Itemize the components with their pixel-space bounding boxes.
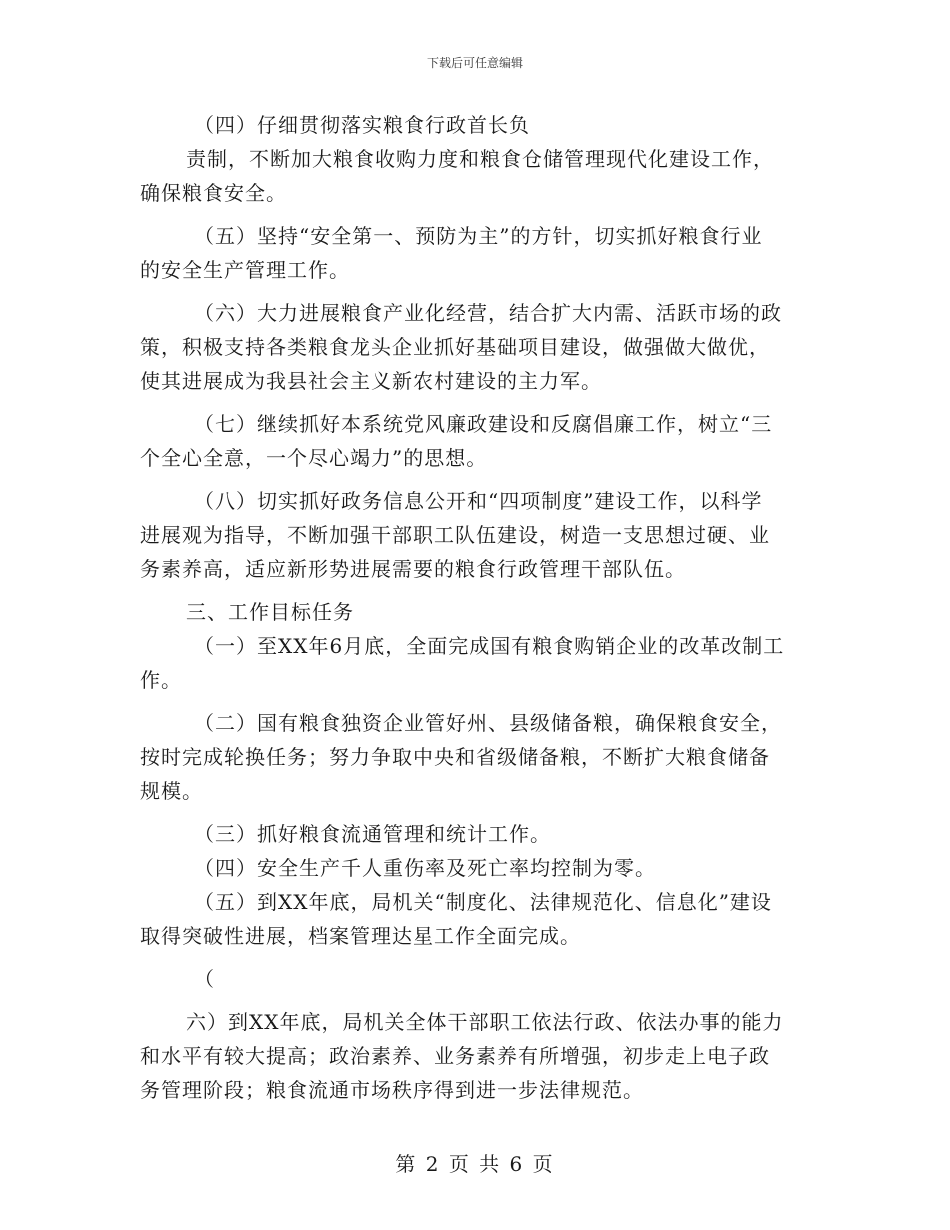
- text-line: （二）国有粮食独资企业管好州、县级储备粮，确保粮食安全，: [194, 711, 782, 735]
- text-line: 务素养高，适应新形势进展需要的粮食行政管理干部队伍。: [140, 557, 686, 581]
- paragraph-gap: [140, 808, 810, 817]
- text-line: （五）到XX年底，局机关“制度化、法律规范化、信息化”建设: [194, 890, 772, 914]
- text-line: 取得突破性进展，档案管理达星工作全面完成。: [140, 924, 581, 948]
- text-line: 的安全生产管理工作。: [140, 258, 350, 282]
- text-line: （八）切实抓好政务信息公开和“四项制度”建设工作，以科学: [194, 489, 763, 513]
- text-line: （七）继续抓好本系统党风廉政建设和反腐倡廉工作，树立“三: [194, 412, 773, 436]
- text-line: 策，积极支持各类粮食龙头企业抓好基础项目建设，做强做大做优，: [140, 335, 770, 359]
- document-body: [140, 108, 810, 1107]
- paragraph-gap: [140, 475, 810, 484]
- text-line: 确保粮食安全。: [140, 181, 287, 205]
- text-line: 务管理阶段；粮食流通市场秩序得到进一步法律规范。: [140, 1078, 644, 1102]
- text-line: 进展观为指导，不断加强干部职工队伍建设，树造一支思想过硬、业: [140, 523, 770, 547]
- text-line: （五）坚持“安全第一、预防为主”的方针，切实抓好粮食行业: [194, 224, 763, 248]
- paragraph-gap: [140, 953, 810, 962]
- text-line: （一）至XX年6月底，全面完成国有粮食购销企业的改革改制工: [194, 634, 785, 658]
- text-line: 规模。: [140, 779, 203, 803]
- text-line: 三、工作目标任务: [186, 600, 354, 624]
- text-line: 六）到XX年底，局机关全体干部职工依法行政、依法办事的能力: [186, 1010, 784, 1034]
- paragraph-gap: [140, 586, 810, 595]
- page-footer: 第 2 页 共 6 页: [395, 1152, 555, 1176]
- paragraph-gap: [140, 210, 810, 219]
- paragraph-gap: [140, 996, 810, 1005]
- text-line: （四）仔细贯彻落实粮食行政首长负: [194, 113, 530, 137]
- paragraph-gap: [140, 287, 810, 296]
- text-line: 责制，不断加大粮食收购力度和粮食仓储管理现代化建设工作，: [186, 147, 774, 171]
- paragraph-gap: [140, 697, 810, 706]
- text-line: （四）安全生产千人重伤率及死亡率均控制为零。: [194, 856, 656, 880]
- text-line: 使其进展成为我县社会主义新农村建设的主力军。: [140, 369, 602, 393]
- text-line: 按时完成轮换任务；努力争取中央和省级储备粮，不断扩大粮食储备: [140, 745, 770, 769]
- text-line: （三）抓好粮食流通管理和统计工作。: [194, 822, 551, 846]
- page-header: 下载后可任意编辑: [426, 56, 523, 70]
- text-line: 和水平有较大提高；政治素养、业务素养有所增强，初步走上电子政: [140, 1044, 770, 1068]
- text-line: 作。: [140, 668, 182, 692]
- paragraph-gap: [140, 398, 810, 407]
- text-line: 个全心全意，一个尽心竭力”的思想。: [140, 446, 488, 470]
- text-line: （六）大力进展粮食产业化经营，结合扩大内需、活跃市场的政: [194, 301, 782, 325]
- text-line: （: [194, 967, 215, 991]
